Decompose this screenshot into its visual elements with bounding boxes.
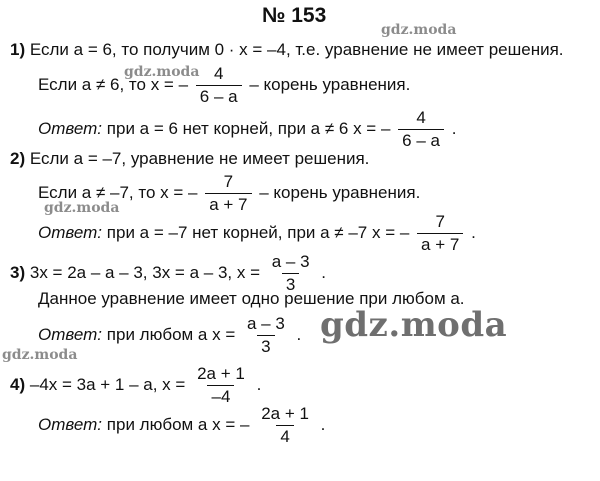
watermark: gdz.moda <box>44 200 120 216</box>
watermark: gdz.moda <box>2 347 78 363</box>
part3-period: . <box>321 262 327 282</box>
numerator: 2a + 1 <box>261 404 309 423</box>
answer-label: Ответ: <box>38 222 103 242</box>
watermark: gdz.moda <box>124 64 200 80</box>
part4-line1 <box>10 364 261 407</box>
part2-line2 <box>38 172 420 215</box>
denominator: a + 7 <box>417 233 463 255</box>
answer-period: . <box>471 222 476 242</box>
part4-number: 4) <box>10 374 26 394</box>
numerator: 2a + 1 <box>197 364 245 383</box>
answer-fraction <box>243 314 289 357</box>
numerator: 7 <box>223 172 234 191</box>
answer-fraction <box>398 108 444 151</box>
part2-root-prefix: Если a ≠ –7, то x = – <box>38 182 198 202</box>
part3-number: 3) <box>10 262 26 282</box>
answer-label: Ответ: <box>38 414 103 434</box>
watermark: gdz.moda <box>381 22 457 38</box>
part3-answer <box>38 314 301 357</box>
part4-fraction <box>193 364 249 407</box>
watermark: gdz.moda <box>320 305 508 345</box>
part4-text: –4x = 3a + 1 – a, x = <box>29 374 186 394</box>
denominator: 6 – a <box>196 85 242 107</box>
part1-line2 <box>38 64 410 107</box>
denominator: a + 7 <box>205 193 251 215</box>
part1-root-suffix: – корень уравнения. <box>249 74 411 94</box>
answer-period: . <box>296 324 302 344</box>
part1-text: Если a = 6, то получим 0 · x = –4, т.е. уравнение не имеет решения. <box>29 40 564 59</box>
part2-number: 2) <box>10 149 26 168</box>
answer-text: при любом a x = – <box>106 414 250 434</box>
problem-title: № 153 <box>262 4 327 27</box>
part1-root-fraction <box>196 64 242 107</box>
answer-text: при a = 6 нет корней, при a ≠ 6 x = – <box>106 118 391 138</box>
part1-line1 <box>10 40 564 60</box>
part2-root-fraction <box>205 172 251 215</box>
part1-answer <box>38 108 456 151</box>
denominator: 4 <box>276 425 293 447</box>
answer-fraction <box>257 404 313 447</box>
numerator: 4 <box>213 64 224 83</box>
part4-answer <box>38 404 325 447</box>
part3-line2 <box>38 289 465 309</box>
answer-label: Ответ: <box>38 118 103 138</box>
numerator: 7 <box>435 212 445 231</box>
part2-root-suffix: – корень уравнения. <box>259 182 421 202</box>
answer-text: при любом a x = <box>106 324 236 344</box>
answer-fraction <box>417 212 463 255</box>
answer-period: . <box>451 118 457 138</box>
part2-answer <box>38 212 476 255</box>
numerator: 4 <box>416 108 426 127</box>
answer-text: при a = –7 нет корней, при a ≠ –7 x = – <box>106 222 410 242</box>
denominator: 3 <box>282 273 299 295</box>
numerator: a – 3 <box>247 314 285 333</box>
denominator: –4 <box>207 385 234 407</box>
part3-statement: Данное уравнение имеет одно решение при любом a. <box>38 289 465 308</box>
part4-period: . <box>256 374 262 394</box>
part2-line1 <box>10 149 369 169</box>
part3-text: 3x = 2a – a – 3, 3x = a – 3, x = <box>29 262 260 282</box>
answer-label: Ответ: <box>38 324 103 344</box>
denominator: 6 – a <box>398 129 444 151</box>
denominator: 3 <box>257 335 274 357</box>
part1-root-prefix: Если a ≠ 6, то x = – <box>38 74 189 94</box>
answer-period: . <box>320 414 326 434</box>
part2-text: Если a = –7, уравнение не имеет решения. <box>29 149 370 168</box>
part1-number: 1) <box>10 40 26 59</box>
numerator: a – 3 <box>271 252 310 271</box>
